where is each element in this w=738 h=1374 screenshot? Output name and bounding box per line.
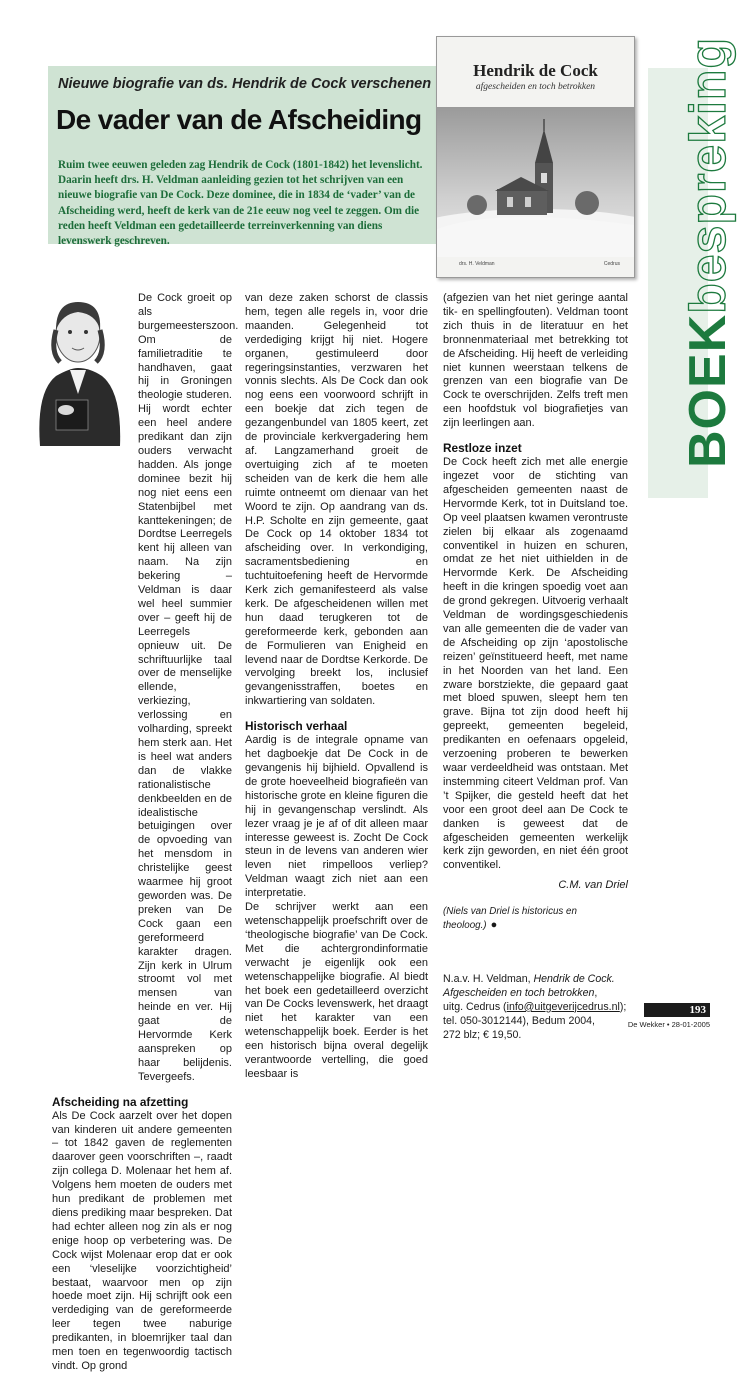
ref-price: 272 blz; € 19,50. (443, 1028, 522, 1041)
ref-phone: tel. 050-3012144), Bedum 2004, (443, 1014, 595, 1027)
ref-comma: , (594, 986, 598, 999)
ref-prefix: N.a.v. H. Veldman, (443, 972, 531, 985)
end-mark: ● (490, 919, 498, 932)
article-header (48, 66, 451, 248)
book-publisher: Cedrus (603, 261, 620, 267)
issue-info: De Wekker • 28-01-2005 (627, 1020, 710, 1029)
headline: De vader van de Afscheiding (56, 104, 422, 135)
subheading: Afscheiding na afzetting (52, 1094, 189, 1109)
ref-email-link[interactable]: info@uitgeverijcedrus.nl (506, 1000, 620, 1013)
ref-title: Hendrik de Cock. Afgescheiden en toch betrokken (443, 972, 615, 999)
page-number: 193 (644, 1003, 710, 1017)
paragraph: Aardig is de integrale opname van het dagboekje dat De Cock in de gevangenis hij bijhield. Opvallend is de grote hoeveelheid biografieën van historische grote en kleine figuren die hij in gevangenschap verslindt. Als lezer vraag je je af of dit alleen maar interesse geweest is. Zocht De Cock steun in de levens van anderen wier leven niet rimpelloos verliep? Veldman waagt zich niet aan een interpretatie. (245, 734, 428, 900)
book-reference (443, 973, 628, 1043)
subheading: Restloze inzet (443, 441, 522, 456)
paragraph: Als De Cock aarzelt over het dopen van kinderen uit andere gemeenten – tot 1842 gaven de reglementen daarover geen voorschriften –, raadt zijn collega D. Molenaar het hem af. Volgens hem moeten de ouders met hun predikant de problemen met diens prediking maar bespreken. Dat had echter alleen nog zin als er nog enige hoop op verbetering was. De Cock wijst Molenaar erop dat er ook een ‘vleselijke voorzichtigheid’ bestaat, waarvoor men op zijn hoede moet zijn. Hij schrijft ook een verdediging van de gereformeerde leer tegen twee naburige predikanten, in bloemrijker taal dan men toen en tegenwoordig tactisch vindt. Op grond (52, 1109, 232, 1372)
paragraph: De Cock heeft zich met alle energie ingezet voor de stichting van afgescheiden gemeenten naast de Hervormde Kerk, tot in Duitsland toe. Op veel plaatsen kwamen verontruste zielen bij elkaar als zogenaamd conventikel in huizen en schuren, omdat ze het niet uithielden in de Hervormde Kerk. De Afscheiding heeft in die kringen spoedig voet aan de grond gekregen. Uitvoerig verhaalt Veldman de wordingsgeschiedenis van alle gemeenten die de vader van de Afscheiding op zijn ‘apostolische reizen’ geïnstitueerd heeft, met name in het Noorden van het land. Een zware borstziekte, die gepaard gaat met bloed spuwen, sleept hem ten grave. Bijna tot zijn dood heeft hij gepreekt, gemeenten begeleid, predikanten en oefenaars opgeleid, verzoening proberen te bewerken waar verdeeldheid was ontstaan. Met instemming citeert Veldman prof. Van ’t Spijker, die gesteld heeft dat het voor een groot deel aan De Cock te danken is geweest dat de afgescheiden gemeenten werkelijk kerk zijn geworden, en niet één groot conventikel. (443, 456, 628, 872)
church-illustration (437, 107, 634, 257)
paragraph: De schrijver werkt aan een wetenschappelijk proefschrift over de ‘theologische biografie’ van De Cock. Met die achtergrondinformatie verwacht je eigenlijk ook een wetenschappelijke biografie. Al biedt het boek een gedetailleerd overzicht van De Cocks levenswerk, het draagt niet het karakter van een wetenschappelijk boek. Eerder is het een historisch bijna overal degelijk verantwoorde vertelling, die goed leesbaar is (245, 901, 428, 1080)
author-note-text: (Niels van Driel is historicus en theoloog.) (443, 906, 577, 932)
intro-paragraph (58, 158, 436, 249)
section-label-text (678, 37, 738, 468)
book-subtitle: afgescheiden en toch betrokken (475, 82, 596, 92)
paragraph: De Cock groeit op als burgemeesterszoon. Om de familietraditie te handhaven, gaat hij in Groningen theologie studeren. Hij wordt echter een heel andere predikant dan zijn ouders verwacht hadden. Als jonge dominee bezit hij nog niet eens een Statenbijbel met kanttekeningen; de Dordtse Leerregels kent hij alleen van naam. Na zijn bekering – Veldman is daar wel heel summier over – geeft hij de Leerregels opnieuw uit. De schriftuurlijke taal over de menselijke ellende, verkiezing, verlossing en volharding, spreekt hem sterk aan. Het is heel wat anders dan de vlakke rationalistische denkbeelden en de idealistische betuigingen over de opvoeding van het mensdom in christelijke geest waarmee hij groot geworden was. De preken van De Cock gaan een gereformeerd karakter dragen. Zijn kerk in Ulrum stroomt vol met mensen van heinde en ver. Hij gaat de Hervormde Kerk aanspreken op haar belijdenis. Tevergeefs. (138, 292, 239, 1083)
paragraph: van deze zaken schorst de classis hem, tegen alle regels in, voor drie maanden. Gelegenheid tot verdediging krijgt hij niet. Hogere organen, gestimuleerd door regeringsinstanties, verzwaren het vonnis slechts. Als De Cock dan ook nog eens een voorwoord schrijft in een boekje dat zich tegen de gezangenbundel van 1805 keert, zet de provinciale kerkvergadering hem af. Langzamerhand groeit de overtuiging zich af te moeten scheiden van de kerk die hem alle ruimte ontneemt om dienaar van het Woord te zijn. Op aandrang van ds. H.P. Scholte en zijn gemeente, gaat De Cock op 14 oktober 1834 tot afscheiding over. In verkondiging, sacramentsbediening en tuchtuitoefening heeft de Hervormde Kerk zich gemanifesteerd als valse kerk. De afgescheidenen willen met hun daad terugkeren tot de gereformeerde kerk, gebonden aan de Formulieren van Enigheid en levend naar de Dordtse Kerkorde. De vervolging breekt los, inclusief gevangenisstraffen, boetes en inkwartiering van soldaten. (245, 292, 428, 708)
label-boek: BOEK (679, 313, 737, 468)
subheading: Historisch verhaal (245, 719, 348, 734)
ref-publisher: uitg. Cedrus ( (443, 1000, 507, 1013)
book-cover (436, 36, 635, 278)
ref-after-email: ); (619, 1000, 627, 1013)
column-2 (245, 292, 428, 1082)
intro-text: Ruim twee eeuwen geleden zag Hendrik de Cock (1801-1842) het levenslicht. Daarin heeft drs. H. Veldman aanleiding gezien tot het schrijven van een nieuwe biografie van De Cock. Deze dominee, die in 1834 de ‘vader’ van de Afscheiding werd, heeft de kerk van de 21e eeuw nog veel te zeggen. Om die reden heeft Veldman een gedetailleerde terreinverkenning van diens levenswerk geschreven. (58, 159, 423, 248)
kicker: Nieuwe biografie van ds. Hendrik de Cock verschenen (58, 76, 432, 92)
label-bespreking: bespreking (680, 37, 736, 314)
paragraph: (afgezien van het niet geringe aantal tik- en spellingfouten). Veldman toont zich thuis in de literatuur en het bronnenmateriaal met betrekking tot de Afscheiding. Hij heeft de verleiding niet kunnen weerstaan telkens de grenzen van een biografie van De Cock te overschrijden. Zelfs treft men een hoofdstuk vol biografietjes van zijn leerlingen aan. (443, 292, 628, 430)
column-1 (52, 292, 239, 1374)
section-label (648, 37, 737, 498)
author-note (443, 905, 628, 933)
book-author: drs. H. Veldman (459, 261, 495, 267)
author-signature: C.M. van Driel (558, 879, 628, 892)
column-3 (443, 292, 628, 1043)
book-title: Hendrik de Cock (473, 61, 598, 80)
